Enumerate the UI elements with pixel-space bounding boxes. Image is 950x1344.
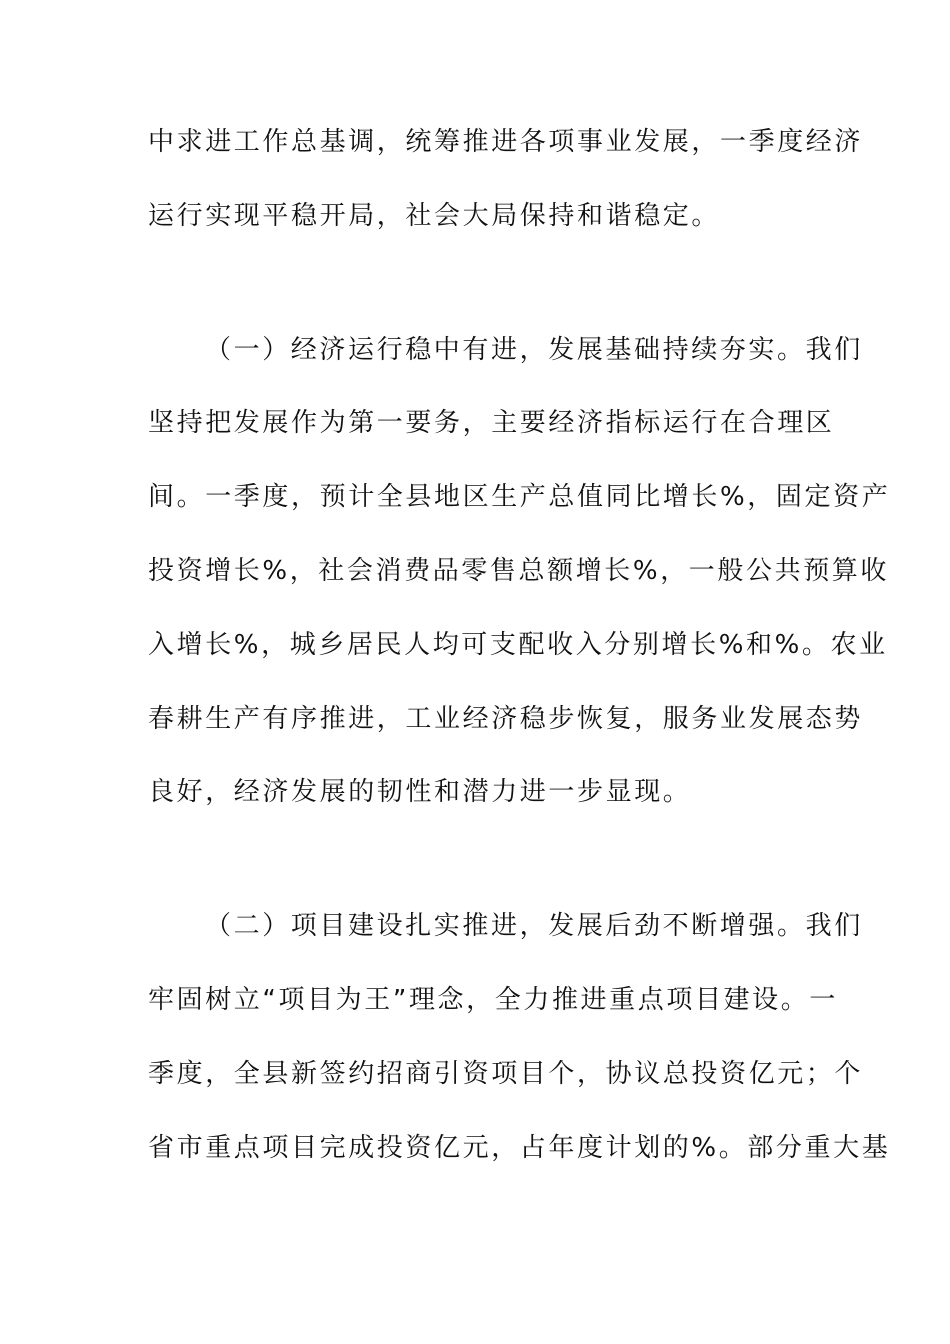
section-heading-line: （一）经济运行稳中有进，发展基础持续夯实。我们	[205, 335, 863, 365]
text-line: 牢固树立“项目为王”理念，全力推进重点项目建设。一	[148, 985, 838, 1015]
text-line: 坚持把发展作为第一要务，主要经济指标运行在合理区	[148, 408, 835, 438]
text-line: 入增长%，城乡居民人均可支配收入分别增长%和%。农业	[148, 630, 888, 660]
text-line: 投资增长%，社会消费品零售总额增长%，一般公共预算收	[148, 556, 890, 586]
section-heading-line: （二）项目建设扎实推进，发展后劲不断增强。我们	[205, 911, 863, 941]
text-line: 运行实现平稳开局，社会大局保持和谐稳定。	[148, 201, 721, 231]
text-line: 良好，经济发展的韧性和潜力进一步显现。	[148, 777, 692, 807]
text-line: 春耕生产有序推进，工业经济稳步恢复，服务业发展态势	[148, 704, 864, 734]
text-line: 间。一季度，预计全县地区生产总值同比增长%，固定资产	[148, 482, 891, 512]
text-line: 省市重点项目完成投资亿元，占年度计划的%。部分重大基	[148, 1133, 891, 1163]
text-line: 季度，全县新签约招商引资项目个，协议总投资亿元；个	[148, 1059, 864, 1089]
text-line: 中求进工作总基调，统筹推进各项事业发展，一季度经济	[148, 127, 864, 157]
